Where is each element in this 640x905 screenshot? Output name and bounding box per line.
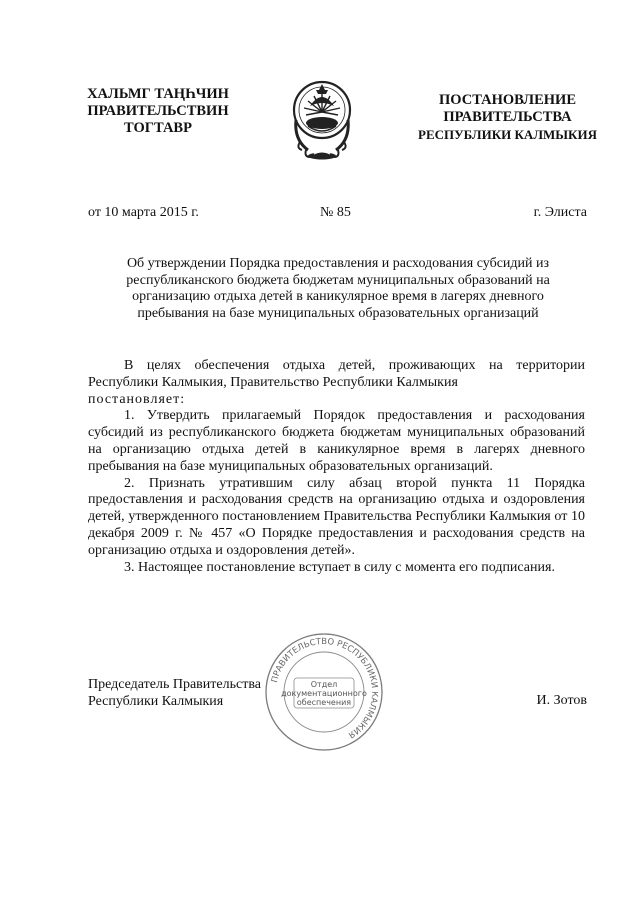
header-right-line-2: ПРАВИТЕЛЬСТВА: [443, 109, 572, 125]
document-number: № 85: [320, 205, 351, 220]
document-date: от 10 марта 2015 г.: [88, 205, 199, 220]
header-left-line-2: ПРАВИТЕЛЬСТВИН: [87, 103, 229, 119]
title-line-4: пребывания на базе муниципальных образовательных организаций: [137, 305, 539, 321]
stamp-ring-path: ПРАВИТЕЛЬСТВО РЕСПУБЛИКИ КАЛМЫКИЯ: [269, 636, 380, 740]
document-title: [95, 256, 581, 322]
title-line-1: Об утверждении Порядка предоставления и расходования субсидий из: [126, 256, 550, 271]
stamp-center-line-3: обеспечения: [296, 698, 352, 707]
item-3: 3. Настоящее постановление вступает в силу с момента его подписания.: [124, 559, 555, 575]
stamp-center-line-1: Отдел: [310, 680, 338, 689]
round-stamp: [262, 630, 386, 754]
signature-position-line-2: Республики Калмыкия: [88, 694, 224, 709]
signature-position: [88, 676, 261, 710]
header-right-subtitle: РЕСПУБЛИКИ КАЛМЫКИЯ: [418, 127, 597, 142]
resolve-word: постановляет:: [88, 391, 186, 407]
document-city: г. Элиста: [533, 205, 587, 220]
document-body: [88, 358, 585, 576]
title-line-3: организацию отдыха детей в каникулярное время в лагерях дневного: [132, 289, 544, 305]
header-right-line-1: ПОСТАНОВЛЕНИЕ: [438, 92, 576, 108]
item-1: 1. Утвердить прилагаемый Порядок предоставления и расходования субсидий из республиканского бюджета бюджетам муниципальных образований на организацию отдыха детей в каникулярное время в лагерях дневного пребывания на базе муниципальных образовательных организаций.: [88, 408, 585, 474]
stamp-center-line-2: документационного: [281, 689, 367, 698]
emblem-icon: [286, 66, 358, 166]
header-left-line-3: ТОГТАВР: [124, 120, 192, 136]
header-left: [58, 86, 258, 137]
header-left-line-1: ХАЛЬМГ ТАҢҺЧИН: [87, 86, 229, 102]
item-2: 2. Признать утратившим силу абзац второй пункта 11 Порядка предоставления и расходования средств на организацию отдыха и оздоровления детей, утвержденного постановлением Правительства Республики Калмыкия от 10 декабря 2009 г. № 457 «О Порядке предоставления и расходования средств на организацию отдыха и оздоровления детей».: [88, 475, 585, 558]
intro-paragraph: В целях обеспечения отдыха детей, проживающих на территории Республики Калмыкия, Правительство Республики Калмыкия: [88, 358, 585, 390]
signature-position-line-1: Председатель Правительства: [88, 677, 261, 692]
header-right: [395, 92, 620, 143]
title-line-2: республиканского бюджета бюджетам муниципальных образований на: [126, 272, 550, 288]
signature-name: И. Зотов: [536, 693, 587, 708]
